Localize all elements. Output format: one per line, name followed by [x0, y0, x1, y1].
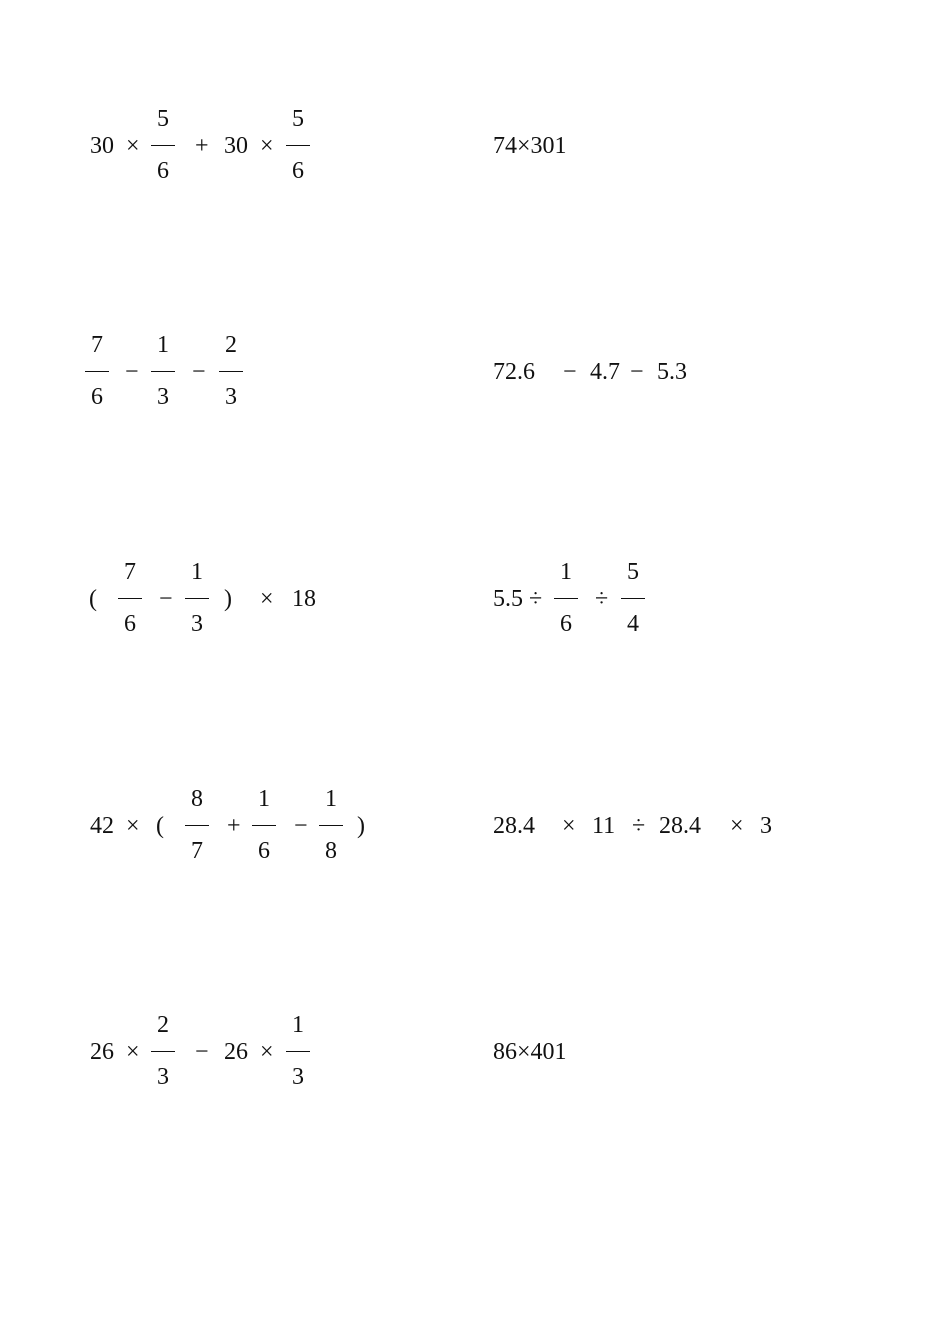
- fraction-bar: [219, 371, 243, 372]
- problem-2-right: [493, 332, 713, 412]
- fraction-bar: [85, 371, 109, 372]
- number: 42: [90, 813, 114, 839]
- numerator: 1: [258, 786, 270, 812]
- problem-1-right: [493, 106, 653, 186]
- problem-2-left: [85, 332, 265, 412]
- times-sign: ×: [260, 586, 274, 612]
- minus-sign: −: [563, 359, 577, 385]
- fraction-bar: [286, 145, 310, 146]
- problem-4-left: [90, 786, 380, 866]
- numerator: 7: [124, 559, 136, 585]
- denominator: 6: [124, 611, 136, 637]
- times-sign: ×: [126, 133, 140, 159]
- times-sign: ×: [730, 813, 744, 839]
- fraction: [286, 1012, 310, 1092]
- number: 72.6: [493, 359, 535, 385]
- fraction-bar: [554, 598, 578, 599]
- numerator: 1: [325, 786, 337, 812]
- denominator: 6: [91, 384, 103, 410]
- number: 30: [90, 133, 114, 159]
- minus-sign: −: [125, 359, 139, 385]
- denominator: 6: [157, 158, 169, 184]
- denominator: 3: [157, 1064, 169, 1090]
- fraction: [252, 786, 276, 866]
- problem-1-left: [90, 106, 330, 186]
- problem-4-right: [493, 786, 793, 866]
- denominator: 6: [258, 838, 270, 864]
- fraction-bar: [151, 371, 175, 372]
- numerator: 2: [157, 1012, 169, 1038]
- denominator: 3: [292, 1064, 304, 1090]
- fraction: [185, 786, 209, 866]
- problem-5-right: [493, 1012, 653, 1092]
- plus-sign: +: [195, 133, 209, 159]
- times-sign: ×: [260, 133, 274, 159]
- problem-3-right: [493, 559, 673, 639]
- close-paren: ): [224, 586, 232, 612]
- number: 26: [90, 1039, 114, 1065]
- numerator: 5: [157, 106, 169, 132]
- denominator: 6: [560, 611, 572, 637]
- minus-sign: −: [159, 586, 173, 612]
- fraction: [219, 332, 243, 412]
- divide-sign: ÷: [595, 586, 609, 612]
- numerator: 1: [191, 559, 203, 585]
- fraction: [621, 559, 645, 639]
- fraction: [554, 559, 578, 639]
- denominator: 4: [627, 611, 639, 637]
- number: 18: [292, 586, 316, 612]
- fraction-bar: [319, 825, 343, 826]
- problem-3-left: [89, 559, 329, 639]
- number: 28.4: [659, 813, 701, 839]
- denominator: 3: [225, 384, 237, 410]
- fraction-bar: [151, 145, 175, 146]
- number: 4.7: [590, 359, 620, 385]
- numerator: 8: [191, 786, 203, 812]
- open-paren: (: [89, 586, 97, 612]
- minus-sign: −: [294, 813, 308, 839]
- times-sign: ×: [562, 813, 576, 839]
- denominator: 3: [157, 384, 169, 410]
- number: 3: [760, 813, 772, 839]
- numerator: 1: [292, 1012, 304, 1038]
- fraction: [85, 332, 109, 412]
- expression-text: 86×401: [493, 1039, 567, 1065]
- fraction: [286, 106, 310, 186]
- fraction-bar: [621, 598, 645, 599]
- problem-5-left: [90, 1012, 330, 1092]
- times-sign: ×: [126, 1039, 140, 1065]
- plus-sign: +: [227, 813, 241, 839]
- fraction-bar: [252, 825, 276, 826]
- denominator: 3: [191, 611, 203, 637]
- numerator: 1: [560, 559, 572, 585]
- fraction: [151, 1012, 175, 1092]
- minus-sign: −: [195, 1039, 209, 1065]
- denominator: 7: [191, 838, 203, 864]
- number: 28.4: [493, 813, 535, 839]
- numerator: 7: [91, 332, 103, 358]
- close-paren: ): [357, 813, 365, 839]
- number: 5.5: [493, 586, 523, 612]
- number: 5.3: [657, 359, 687, 385]
- fraction: [118, 559, 142, 639]
- divide-sign: ÷: [632, 813, 646, 839]
- expression-text: 74×301: [493, 133, 567, 159]
- number: 26: [224, 1039, 248, 1065]
- fraction-bar: [151, 1051, 175, 1052]
- minus-sign: −: [192, 359, 206, 385]
- fraction: [151, 106, 175, 186]
- fraction-bar: [286, 1051, 310, 1052]
- number: 30: [224, 133, 248, 159]
- fraction: [151, 332, 175, 412]
- numerator: 2: [225, 332, 237, 358]
- fraction-bar: [185, 825, 209, 826]
- fraction-bar: [118, 598, 142, 599]
- numerator: 1: [157, 332, 169, 358]
- fraction-bar: [185, 598, 209, 599]
- open-paren: (: [156, 813, 164, 839]
- number: 11: [592, 813, 616, 839]
- numerator: 5: [292, 106, 304, 132]
- numerator: 5: [627, 559, 639, 585]
- times-sign: ×: [126, 813, 140, 839]
- fraction: [319, 786, 343, 866]
- divide-sign: ÷: [529, 586, 543, 612]
- fraction: [185, 559, 209, 639]
- minus-sign: −: [630, 359, 644, 385]
- denominator: 6: [292, 158, 304, 184]
- denominator: 8: [325, 838, 337, 864]
- times-sign: ×: [260, 1039, 274, 1065]
